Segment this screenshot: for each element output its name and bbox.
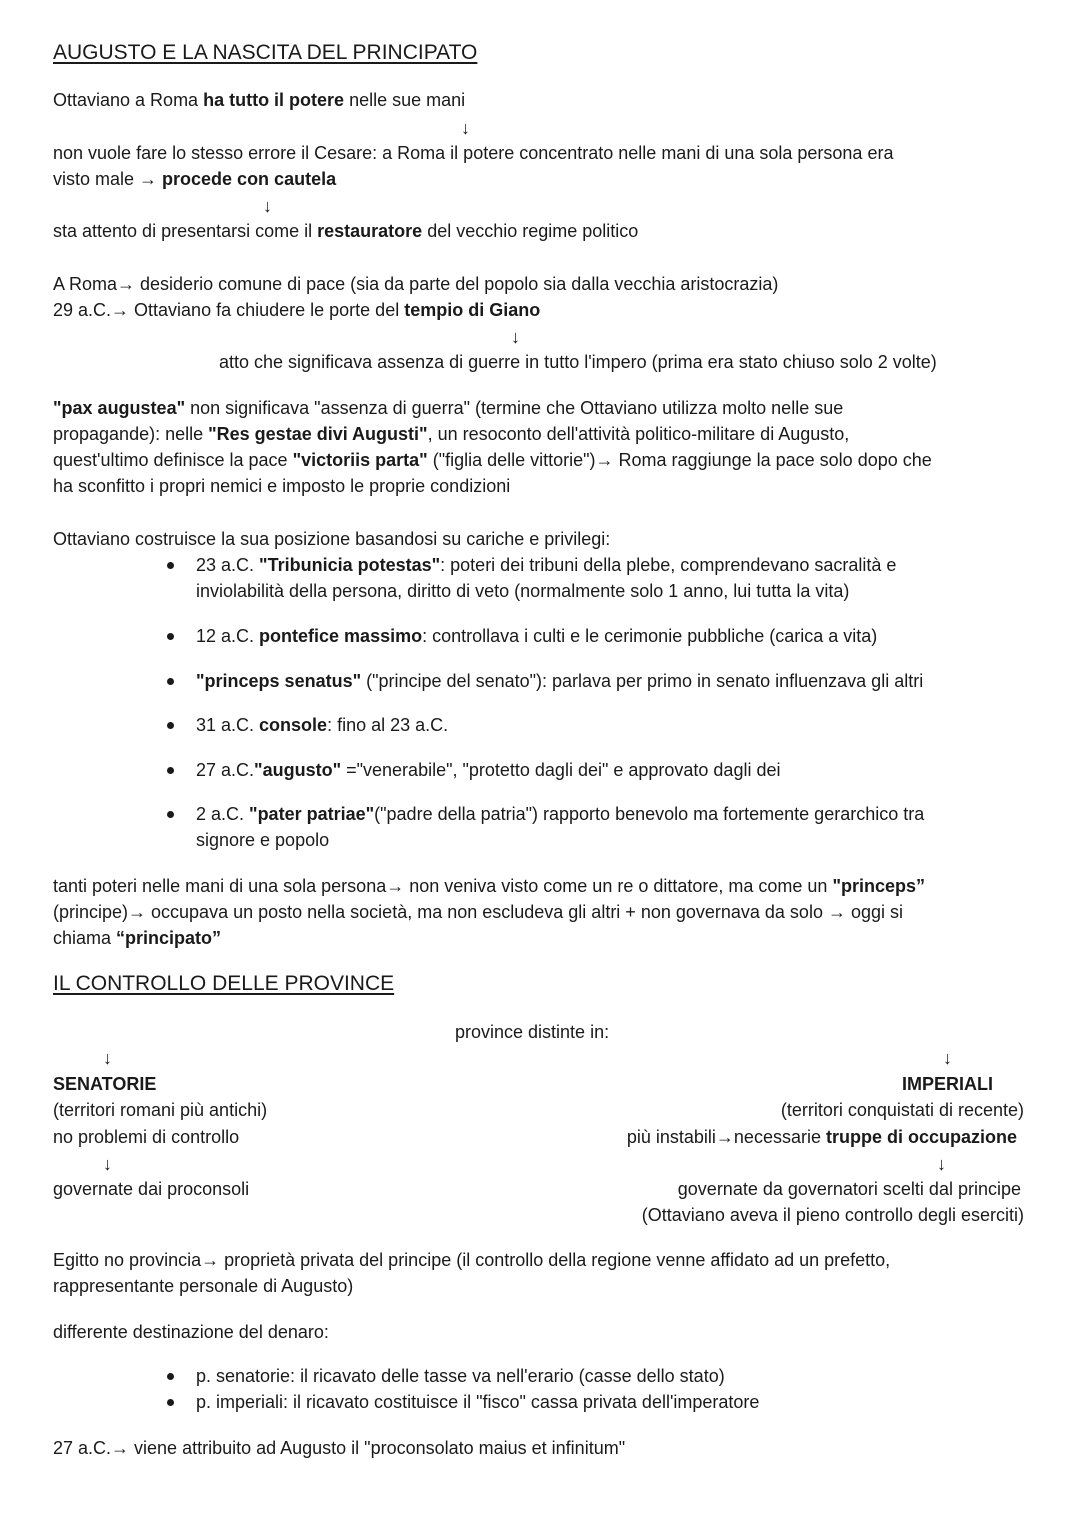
paragraph-line: 29 a.C.→ Ottaviano fa chiudere le porte del tempio di Giano: [53, 300, 541, 320]
paragraph-line: province distinte in:: [455, 1022, 610, 1042]
paragraph-line: A Roma→ desiderio comune di pace (sia da parte del popolo sia dalla vecchia aristocrazia): [53, 274, 779, 294]
bullet-icon: [167, 1399, 174, 1406]
arrow-down-icon: ↓: [103, 1154, 112, 1174]
bullet-icon: [167, 1373, 174, 1380]
paragraph-line: Egitto no provincia→ proprietà privata del principe (il controllo della regione venne affidato ad un prefetto,: [53, 1250, 891, 1270]
paragraph-line: non vuole fare lo stesso errore il Cesare: a Roma il potere concentrato nelle mani di una sola persona era: [53, 143, 894, 163]
paragraph-line: tanti poteri nelle mani di una sola persona→ non veniva visto come un re o dittatore, ma come un "princeps”: [53, 876, 925, 896]
bullet-icon: [167, 767, 174, 774]
paragraph-line: visto male → procede con cautela: [53, 169, 337, 189]
column-heading: SENATORIE: [53, 1074, 157, 1094]
list-item: 2 a.C. "pater patriae"("padre della patria") rapporto benevolo ma fortemente gerarchico tra: [196, 804, 925, 824]
list-item: 31 a.C. console: fino al 23 a.C.: [196, 715, 449, 735]
paragraph-line: ha sconfitto i propri nemici e imposto le proprie condizioni: [53, 476, 511, 496]
arrow-down-icon: ↓: [937, 1154, 946, 1174]
arrow-down-icon: ↓: [511, 327, 520, 347]
arrow-down-icon: ↓: [461, 118, 470, 138]
list-item: 23 a.C. "Tribunicia potestas": poteri dei tribuni della plebe, comprendevano sacralità e: [196, 555, 897, 575]
paragraph-line: atto che significava assenza di guerre in tutto l'impero (prima era stato chiuso solo 2 volte): [219, 352, 937, 372]
paragraph-line: governate dai proconsoli: [53, 1179, 250, 1199]
arrow-down-icon: ↓: [103, 1048, 112, 1068]
paragraph-line: (Ottaviano aveva il pieno controllo degli eserciti): [641, 1205, 1024, 1225]
arrow-down-icon: ↓: [263, 196, 272, 216]
bullet-icon: [167, 722, 174, 729]
paragraph-line: Ottaviano costruisce la sua posizione basandosi su cariche e privilegi:: [53, 529, 611, 549]
section-title: AUGUSTO E LA NASCITA DEL PRINCIPATO: [53, 41, 478, 64]
list-item-continuation: inviolabilità della persona, diritto di veto (normalmente solo 1 anno, lui tutta la vita): [196, 581, 850, 601]
paragraph-line: propagande): nelle "Res gestae divi Augusti", un resoconto dell'attività politico-militare di Augusto,: [53, 424, 850, 444]
bullet-icon: [167, 811, 174, 818]
paragraph-line: (territori conquistati di recente): [780, 1100, 1024, 1120]
paragraph-line: "pax augustea" non significava "assenza di guerra" (termine che Ottaviano utilizza molto nelle sue: [53, 398, 844, 418]
paragraph-line: governate da governatori scelti dal principe: [677, 1179, 1021, 1199]
list-item: 12 a.C. pontefice massimo: controllava i culti e le cerimonie pubbliche (carica a vita): [196, 626, 878, 646]
section-title: IL CONTROLLO DELLE PROVINCE: [53, 972, 395, 995]
paragraph-line: sta attento di presentarsi come il restauratore del vecchio regime politico: [53, 221, 639, 241]
paragraph-line: differente destinazione del denaro:: [53, 1322, 329, 1342]
list-item: p. senatorie: il ricavato delle tasse va nell'erario (casse dello stato): [196, 1366, 725, 1386]
list-item-continuation: signore e popolo: [196, 830, 330, 850]
arrow-down-icon: ↓: [943, 1048, 952, 1068]
paragraph-line: Ottaviano a Roma ha tutto il potere nelle sue mani: [53, 90, 466, 110]
paragraph-line: 27 a.C.→ viene attribuito ad Augusto il "proconsolato maius et infinitum": [53, 1438, 626, 1458]
paragraph-line: no problemi di controllo: [53, 1127, 240, 1147]
paragraph-line: (principe)→ occupava un posto nella società, ma non escludeva gli altri + non governava da solo → oggi si: [53, 902, 903, 922]
list-item: "princeps senatus" ("principe del senato"): parlava per primo in senato influenzava gli altri: [196, 671, 924, 691]
bullet-icon: [167, 678, 174, 685]
bullet-icon: [167, 633, 174, 640]
paragraph-line: quest'ultimo definisce la pace "victoriis parta" ("figlia delle vittorie")→ Roma raggiunge la pace solo dopo che: [53, 450, 932, 470]
paragraph-line: più instabili→necessarie truppe di occupazione: [626, 1127, 1017, 1147]
bullet-icon: [167, 562, 174, 569]
paragraph-line: (territori romani più antichi): [53, 1100, 268, 1120]
list-item: 27 a.C."augusto" ="venerabile", "protetto dagli dei" e approvato dagli dei: [196, 760, 781, 780]
column-heading: IMPERIALI: [901, 1074, 993, 1094]
paragraph-line: rappresentante personale di Augusto): [53, 1276, 354, 1296]
paragraph-line: chiama “principato”: [53, 928, 222, 948]
list-item: p. imperiali: il ricavato costituisce il "fisco" cassa privata dell'imperatore: [196, 1392, 760, 1412]
